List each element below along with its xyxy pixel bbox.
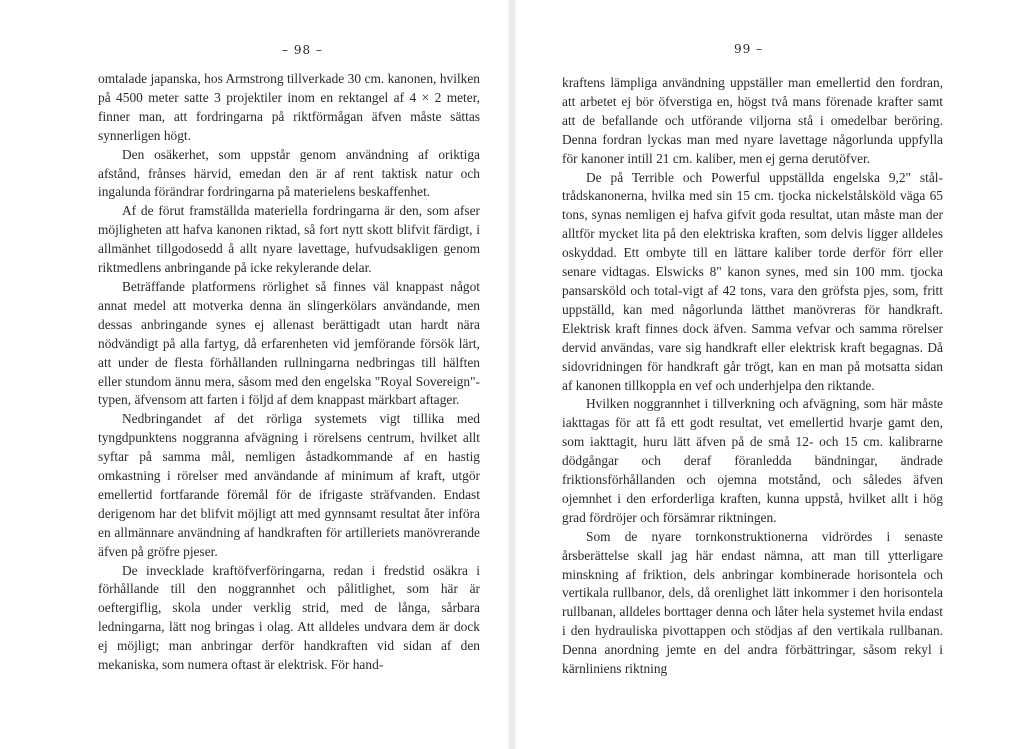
left-paragraph-1: omtalade japanska, hos Armstrong tillverkade 30 cm. kanonen, hvilken på 4500 meter satte 3 projektiler inom en rektangel af 4 × 2 meter, finner man, att fordringarna på riktförmågan äfven måste sättas synnerligen högt. xyxy=(98,71,480,143)
left-page-number: – 98 – xyxy=(282,43,323,57)
right-paragraph-1: kraftens lämpliga användning uppställer man emellertid den fordran, att arbetet ej bör öfverstiga en, högst två mans förenade krafter samt att de befallande och utförande viljorna stå i omedelbar beröring. Denna fordran lyckas man med nyare lavettage någorlunda uppfylla för kanoner intill 21 cm. kaliber, men ej gerna derutöfver. xyxy=(562,75,943,166)
right-paragraph-4: Som de nyare tornkonstruktionerna vidrördes i senaste årsberättelse skall jag här endast nämna, att man till ytterligare minskning af friktion, dels anbringar kombinerade horisontela och vertikala rullbanor, dels, då orenlighet lätt inkommer i den horisontela rullbanan, alldeles borttager denna och låter hela systemet hvila endast i den hydrauliska pivottappen och stödjas af den vertikala rullbanan. Denna anordning jemte en del andra förbättringar, såsom rekyl i kärnliniens riktning xyxy=(562,528,943,677)
right-page-text xyxy=(562,74,943,679)
left-page-text xyxy=(98,70,480,675)
left-paragraph-3: Af de förut framställda materiella fordringarna är den, som afser möjligheten att hafva kanonen riktad, så fort nytt skott blifvit färdigt, i allmänhet tillgodosedd å allt nyare lavettage, hufvudsakligen genom riktmedlens anbringande på icke rekylerande delar. xyxy=(98,203,480,276)
left-paragraph-6: De invecklade kraftöfverföringarna, redan i fredstid osäkra i förhållande till den noggrannhet och pålitlighet, som här är oeftergiflig, skola under verklig strid, med de långa, sårbara ledningarna, lätt nog bringas i olag. Att alldeles undvara dem är dock ej möjligt; man anbringar derför handkraften vid sidan af den mekaniska, som numera oftast är elektrisk. För hand- xyxy=(98,562,480,673)
left-paragraph-4: Beträffande platformens rörlighet så finnes väl knappast något annat medel att motverka denna än slingerkölars användande, men dessas anbringande synes ej allenast berättigadt utan hardt nära nödvändigt på alla fartyg, då erfarenheten vid jemförande försök lärt, att under de flesta förhållanden rullningarna nedbringas till hälften eller stundom ännu mera, såsom med den engelska "Royal Sovereign"-typen, äfvensom att farten i följd af dem knappast märkbart aftager. xyxy=(98,278,480,408)
right-page-number: 99 – xyxy=(734,42,764,56)
left-paragraph-5: Nedbringandet af det rörliga systemets vigt tillika med tyngdpunktens noggranna afvägning i rörelsens centrum, hvilket allt syftar på samma mål, nemligen åstadkommande af en hastig omkastning i rörelser med användande af minimum af kraft, utgör emellertid fortfarande föremål för de ifrigaste sträfvanden. Endast derigenom har det blifvit möjligt att med gynnsamt resultat åter införa en allmännare användning af handkraften för artilleriets manövrerande äfven på gröfre pjeser. xyxy=(98,411,480,559)
left-paragraph-2: Den osäkerhet, som uppstår genom användning af oriktiga afstånd, frånses härvid, emedan den är af rent taktisk natur och ingalunda förändrar fordringarna på materielens beskaffenhet. xyxy=(98,146,480,200)
right-paragraph-3: Hvilken noggrannhet i tillverkning och afvägning, som här måste iakttagas för att få ett godt resultat, vet emellertid hvarje gamt den, som iakttagit, huru lätt äfven på de små 12- och 15 cm. kalibrarne dödgångar och deraf föranledda bändningar, ändrade friktionsförhållanden och ojemna motstånd, och således äfven ojemnhet i den erforderliga kraften, kunna uppstå, hvilket allt i hög grad fördröjer och försämrar riktningen. xyxy=(562,396,943,525)
right-paragraph-2: De på Terrible och Powerful uppställda engelska 9,2" stål-trådskanonerna, hvilka med sin 15 cm. tjocka nickelstålsköld väga 65 tons, synas nemligen ej hafva gifvit goda resultat, utan måste man der alltför mycket lita på den elektriska kraften, som delvis ligger alldeles oskyddad. Ett ombyte till en lättare kaliber torde derför förr eller senare vidtagas. Elswicks 8" kanon synes, med sin 100 mm. tjocka pansarsköld och total-vigt af 42 tons, vara den gröfsta pjes, som, fritt uppställd, kan med någorlunda lätthet manövreras för handkraft. Elektrisk kraft finnes dock äfven. Samma vefvar och samma rörelser dervid användas, vare sig handkraft eller elektrisk kraft begagnas. Då sidovridningen för handkraft går trögt, kan en man på motsatta sidan af kanonen tillkoppla en vef och underhjelpa den riktande. xyxy=(562,169,943,393)
